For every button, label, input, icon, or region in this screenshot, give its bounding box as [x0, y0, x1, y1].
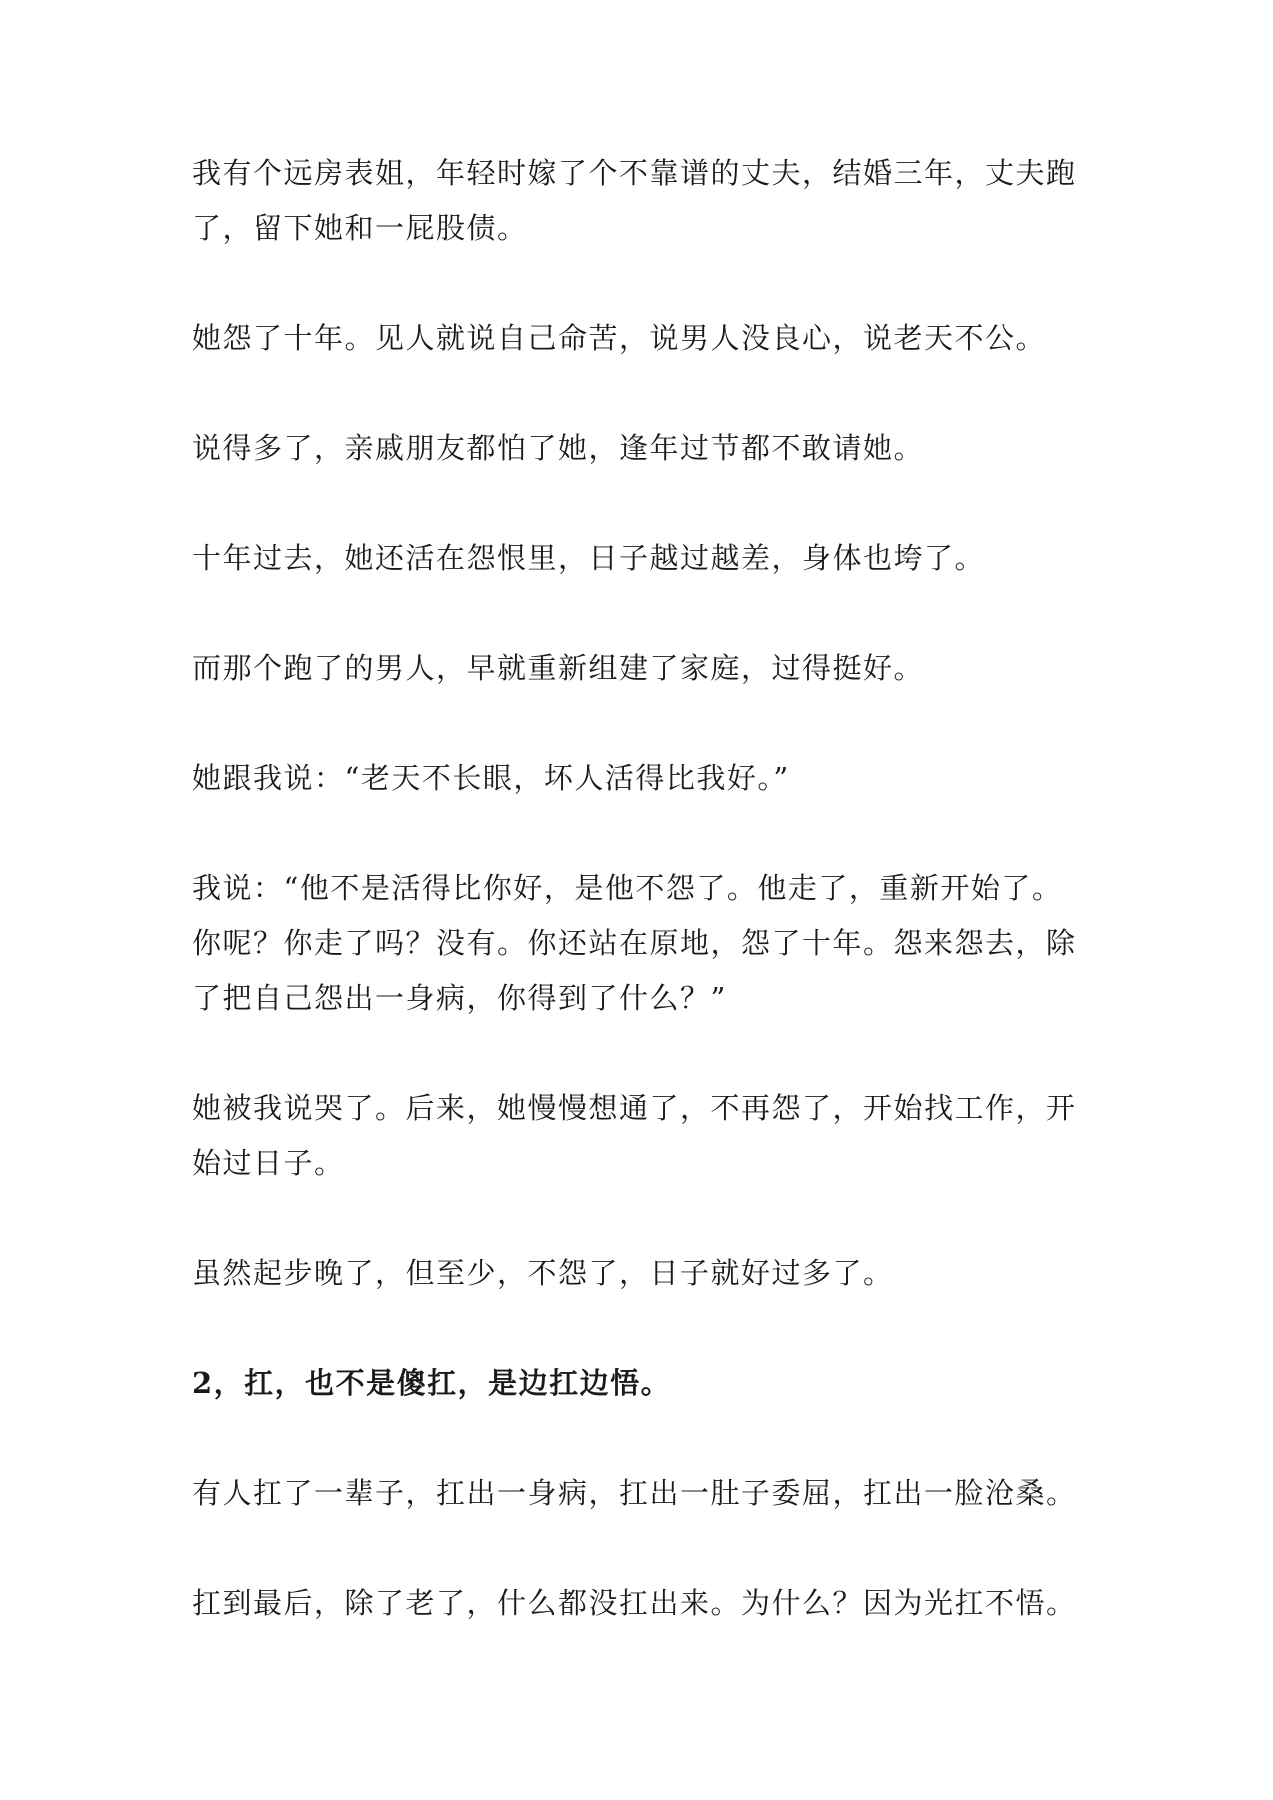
paragraph: 有人扛了一辈子，扛出一身病，扛出一肚子委屈，扛出一脸沧桑。 [192, 1476, 1077, 1510]
document-body [192, 146, 1092, 1686]
paragraph: 她跟我说：“老天不长眼，坏人活得比我好。” [192, 761, 790, 795]
paragraph: 她被我说哭了。后来，她慢慢想通了，不再怨了，开始找工作，开始过日子。 [192, 1091, 1077, 1180]
paragraph: 说得多了，亲戚朋友都怕了她，逢年过节都不敢请她。 [192, 431, 925, 465]
paragraph: 她怨了十年。见人就说自己命苦，说男人没良心，说老天不公。 [192, 321, 1047, 355]
paragraph: 而那个跑了的男人，早就重新组建了家庭，过得挺好。 [192, 651, 925, 685]
paragraph: 虽然起步晚了，但至少，不怨了，日子就好过多了。 [192, 1256, 894, 1290]
section-heading: 2，扛，也不是傻扛，是边扛边悟。 [192, 1366, 672, 1400]
paragraph: 十年过去，她还活在怨恨里，日子越过越差，身体也垮了。 [192, 541, 986, 575]
paragraph: 扛到最后，除了老了，什么都没扛出来。为什么？因为光扛不悟。 [192, 1586, 1077, 1620]
paragraph: 我有个远房表姐，年轻时嫁了个不靠谱的丈夫，结婚三年，丈夫跑了，留下她和一屁股债。 [192, 156, 1077, 245]
paragraph: 我说：“他不是活得比你好，是他不怨了。他走了，重新开始了。你呢？你走了吗？没有。你还站在原地，怨了十年。怨来怨去，除了把自己怨出一身病，你得到了什么？” [192, 871, 1077, 1015]
